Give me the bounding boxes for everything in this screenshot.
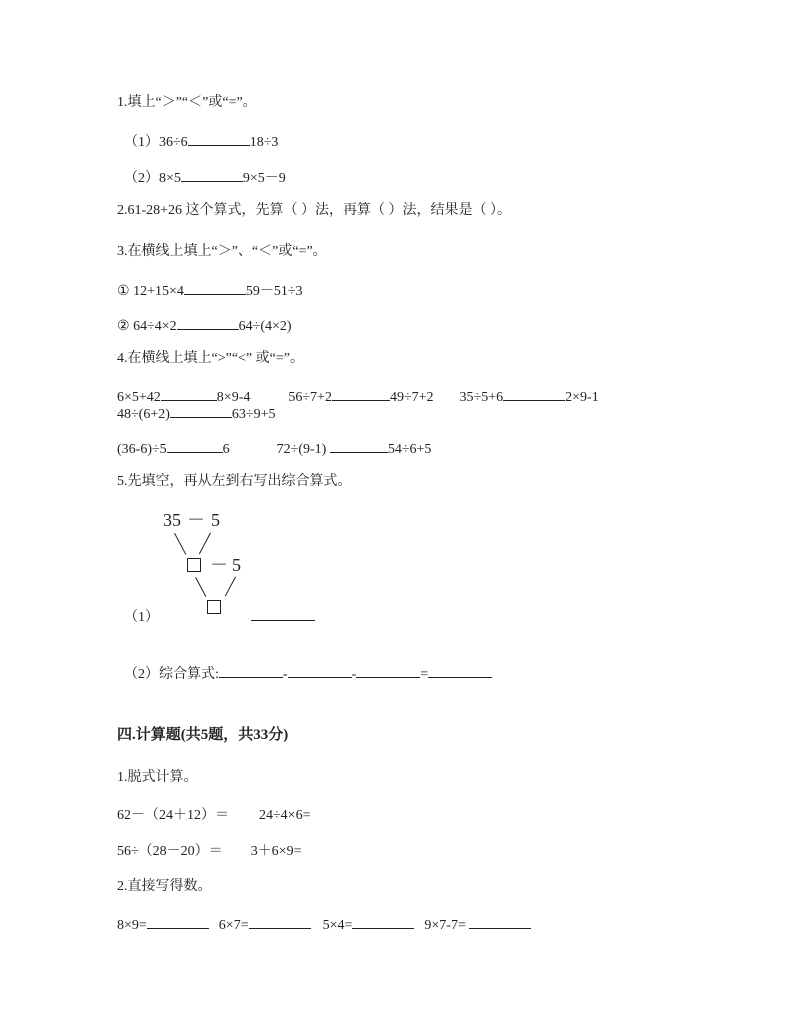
answer-blank[interactable] xyxy=(356,663,420,678)
q4-row-3 xyxy=(117,438,431,459)
q1-item-2-left: 8×5 xyxy=(159,171,181,186)
minus-sign: - xyxy=(351,667,357,682)
answer-blank[interactable] xyxy=(170,403,232,418)
calc1-expr: 62－（24＋12）＝ xyxy=(117,808,229,823)
answer-blank[interactable] xyxy=(219,663,283,678)
q4-r2-a-left: 48÷(6+2) xyxy=(117,407,170,422)
q4-r1-b-right: 49÷7+2 xyxy=(389,390,434,405)
q4-r1-a-left: 6×5+42 xyxy=(117,390,161,405)
calc2-title: 2.直接写得数。 xyxy=(117,879,212,894)
diagram-answer-box-1[interactable] xyxy=(187,558,201,572)
answer-blank[interactable] xyxy=(249,914,311,929)
calc1-expr: 56÷（28－20）＝ xyxy=(117,844,223,859)
calc1-row-2 xyxy=(117,843,301,861)
calc1-title: 1.脱式计算。 xyxy=(117,770,198,785)
q5-part-1 xyxy=(124,606,315,627)
diagram-op-2: － xyxy=(210,555,228,575)
q4-r3-b-left: 72÷(9-1) xyxy=(276,442,330,457)
diagram-num-2: 5 xyxy=(211,510,220,530)
diagram-num-3: 5 xyxy=(232,555,241,575)
diagram-op-1: － xyxy=(187,510,205,530)
answer-blank[interactable] xyxy=(428,663,492,678)
q5-part-2-num: （2） xyxy=(124,667,159,682)
q2-title: 2.61-28+26 这个算式，先算（ ）法，再算（ ）法，结果是（ ）。 xyxy=(117,203,512,218)
q3-title: 3.在横线上填上“＞”、“＜”或“=”。 xyxy=(117,244,327,259)
calc1-row-1 xyxy=(117,807,310,825)
diagram-num-1: 35 xyxy=(163,510,181,530)
answer-blank[interactable] xyxy=(503,386,565,401)
answer-blank[interactable] xyxy=(188,131,250,146)
q3-item-2-right: 64÷(4×2) xyxy=(238,319,292,334)
q1-item-2 xyxy=(124,167,286,188)
q4-title: 4.在横线上填上“>”“<” 或“=”。 xyxy=(117,351,304,366)
answer-blank[interactable] xyxy=(288,663,352,678)
q1-item-1-num: （1） xyxy=(124,135,159,150)
calc1-expr: 24÷4×6= xyxy=(259,808,311,823)
q3-item-1-num: ① xyxy=(117,284,130,299)
q1-item-2-right: 9×5－9 xyxy=(242,171,286,186)
answer-blank[interactable] xyxy=(330,438,388,453)
q1-item-1 xyxy=(124,131,278,152)
q3-item-1-left: 12+15×4 xyxy=(133,284,184,299)
q5-part-1-num: （1） xyxy=(124,610,159,625)
q3-item-2-num: ② xyxy=(117,319,130,334)
calc2-expr: 8×9= xyxy=(117,918,147,933)
calc2-expr: 5×4= xyxy=(322,918,353,933)
calc2-expr: 9×7-7= xyxy=(424,918,470,933)
q4-r3-b-right: 54÷6+5 xyxy=(387,442,432,457)
q1-item-2-num: （2） xyxy=(124,171,159,186)
q4-r1-b-left: 56÷7+2 xyxy=(288,390,332,405)
q4-r1-c-right: 2×9-1 xyxy=(565,390,599,405)
minus-sign: - xyxy=(282,667,288,682)
q4-r2-a-right: 63÷9+5 xyxy=(231,407,276,422)
diagram-connector xyxy=(199,533,211,555)
q5-part-2 xyxy=(124,663,492,684)
q3-item-1 xyxy=(117,280,303,301)
q1-item-1-left: 36÷6 xyxy=(159,135,188,150)
answer-blank[interactable] xyxy=(332,386,390,401)
q4-r3-a-left: (36-6)÷5 xyxy=(117,442,167,457)
q4-r1-a-right: 8×9-4 xyxy=(216,390,251,405)
q4-row-2 xyxy=(117,403,276,424)
equals-sign: = xyxy=(420,667,429,682)
answer-blank[interactable] xyxy=(469,914,531,929)
q5-part-2-label: 综合算式: xyxy=(159,667,219,682)
q5-title: 5.先填空，再从左到右写出综合算式。 xyxy=(117,474,352,489)
answer-blank[interactable] xyxy=(161,386,217,401)
answer-blank[interactable] xyxy=(167,438,223,453)
q3-item-1-right: 59－51÷3 xyxy=(245,284,303,299)
answer-blank[interactable] xyxy=(184,280,246,295)
q3-item-2 xyxy=(117,315,292,336)
diagram-connector xyxy=(174,533,186,555)
q1-title: 1.填上“＞”“＜”或“=”。 xyxy=(117,95,257,110)
q3-item-2-left: 64÷4×2 xyxy=(133,319,177,334)
answer-blank[interactable] xyxy=(352,914,414,929)
answer-blank[interactable] xyxy=(181,167,243,182)
answer-blank[interactable] xyxy=(251,606,315,621)
calc2-row xyxy=(117,914,531,935)
q4-r3-a-right: 6 xyxy=(222,442,230,457)
diagram-connector xyxy=(195,577,206,597)
q1-item-1-right: 18÷3 xyxy=(249,135,279,150)
answer-blank[interactable] xyxy=(147,914,209,929)
calc1-expr: 3＋6×9= xyxy=(250,844,302,859)
q4-r1-c-left: 35÷5+6 xyxy=(459,390,504,405)
diagram-connector xyxy=(225,577,236,597)
section-4-title: 四.计算题(共5题，共33分) xyxy=(117,727,289,743)
answer-blank[interactable] xyxy=(177,315,239,330)
calc2-expr: 6×7= xyxy=(218,918,249,933)
